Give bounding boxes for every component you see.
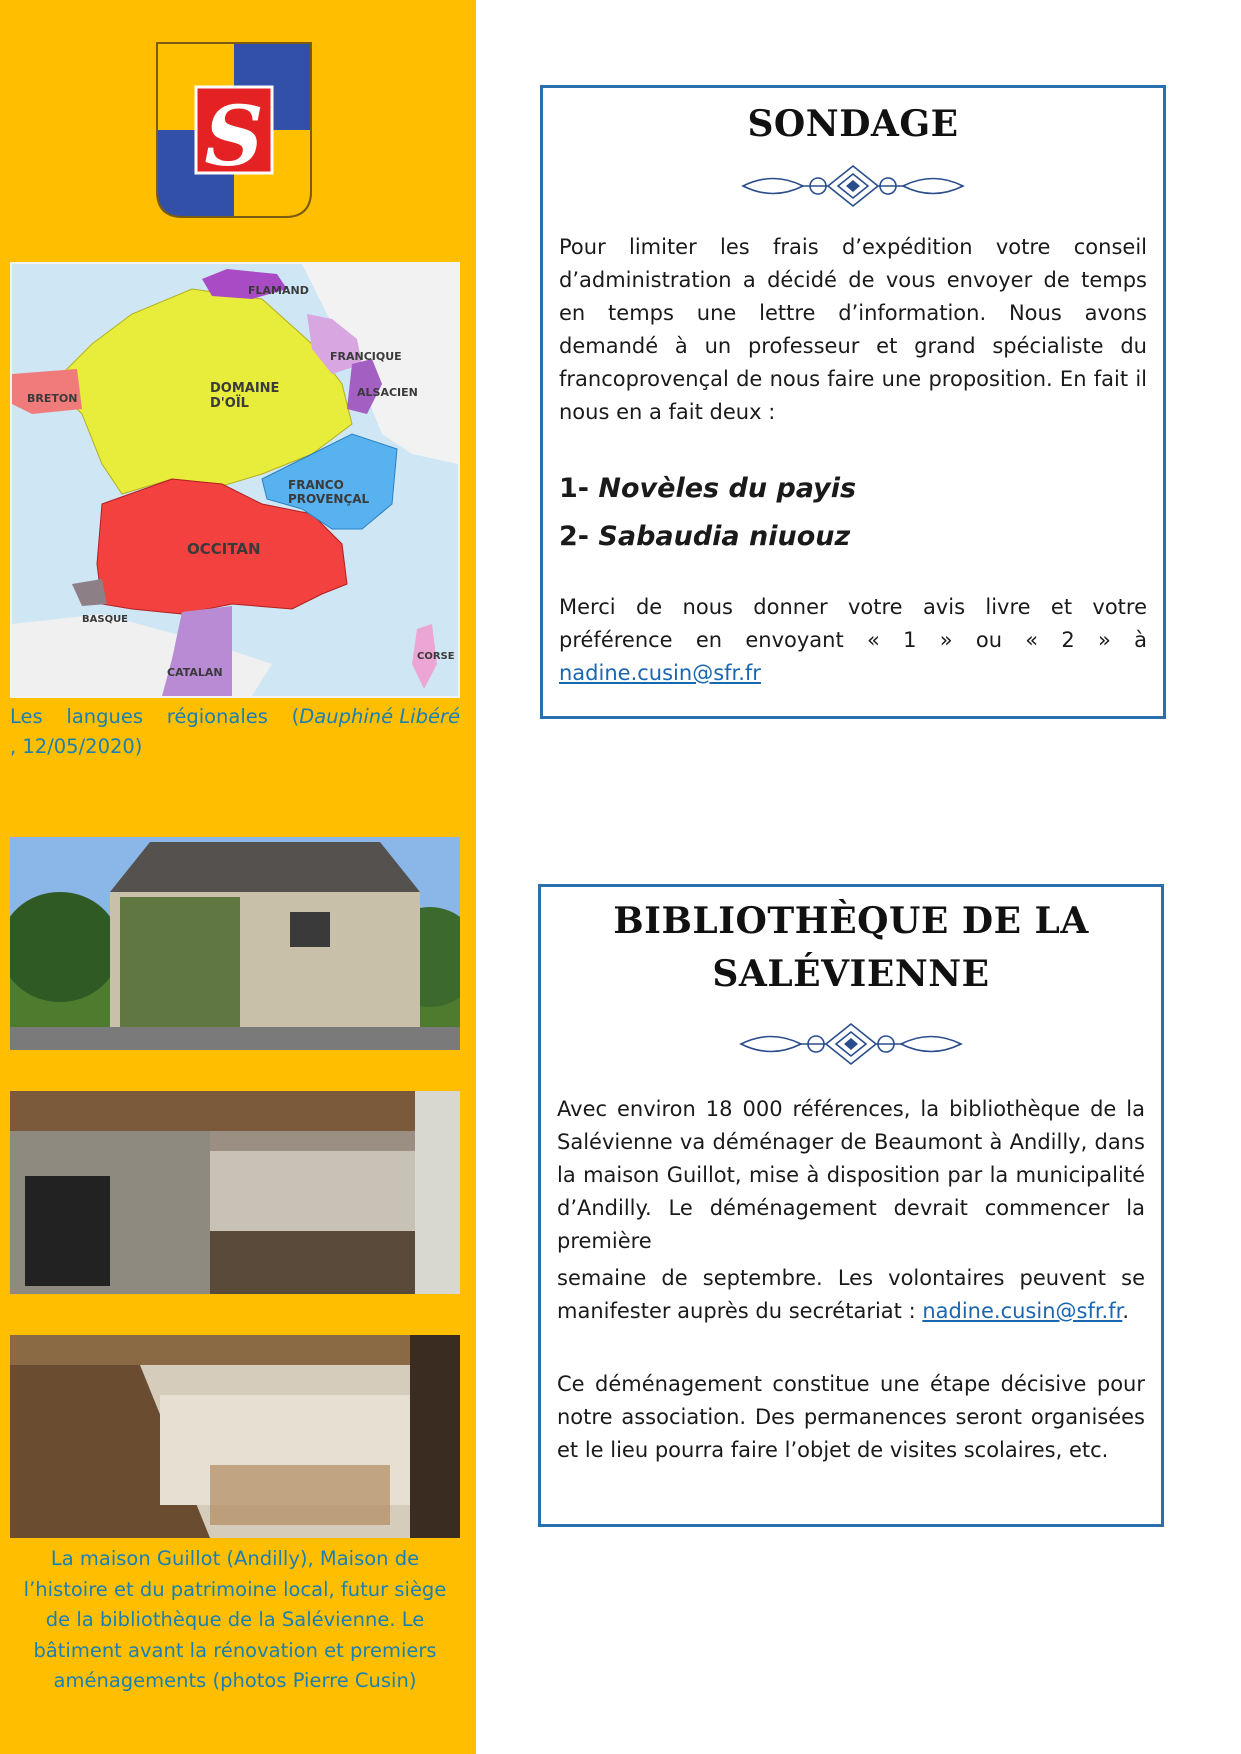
bibliotheque-title-line1: BIBLIOTHÈQUE DE LA — [613, 900, 1089, 942]
label-occitan: OCCITAN — [187, 540, 261, 558]
label-corse: CORSE — [417, 651, 455, 662]
bibliotheque-email-link[interactable]: nadine.cusin@sfr.fr — [922, 1299, 1123, 1323]
label-oil: DOMAINE — [210, 381, 280, 396]
label-alsacien: ALSACIEN — [357, 386, 418, 399]
house-caption: La maison Guillot (Andilly), Maison de l’histoire et du patrimoine local, futur siège de la bibliothèque de la Salévienne. Le bâtiment avant la rénovation et premiers aménagements (photos Pierre Cusin) — [23, 1547, 447, 1692]
label-breton: BRETON — [27, 392, 78, 405]
label-francique: FRANCIQUE — [330, 350, 402, 363]
sondage-choice-2: 2- Sabaudia niuouz — [559, 521, 851, 552]
france-map-illustration — [12, 264, 458, 696]
bibliotheque-title-line2: SALÉVIENNE — [712, 953, 990, 995]
regional-languages-map — [10, 262, 460, 698]
label-basque: BASQUE — [82, 614, 129, 625]
map-caption-source: Dauphiné Libéré — [299, 705, 460, 728]
photo-house-interior-ground — [10, 1091, 460, 1294]
label-oil-2: D'OÏL — [210, 396, 249, 411]
sondage-thanks: Merci de nous donner votre avis livre et votre préférence en envoyant « 1 » ou « 2 » à nadine.cusin@sfr.fr — [559, 595, 1147, 685]
map-caption: Les langues régionales (Dauphiné Libéré , 12/05/2020) — [10, 702, 460, 762]
label-catalan: CATALAN — [167, 666, 223, 679]
ornament-icon — [731, 1009, 971, 1079]
sondage-box — [540, 85, 1166, 719]
label-franco: FRANCO — [288, 478, 344, 492]
photo-house-interior-stairs — [10, 1335, 460, 1538]
label-provencal: PROVENÇAL — [288, 492, 370, 506]
label-flamand: FLAMAND — [248, 284, 309, 297]
sondage-email-link[interactable]: nadine.cusin@sfr.fr — [559, 661, 761, 685]
sondage-intro: Pour limiter les frais d’expédition votre conseil d’administration a décidé de vous envoyer de temps en temps une lettre d’information. Nous avons demandé à un professeur et grand spécialiste du francoprovençal de nous faire une proposition. En fait il nous en a fait deux : — [559, 235, 1147, 424]
map-caption-date: , 12/05/2020) — [10, 735, 143, 758]
photo-house-exterior — [10, 837, 460, 1050]
bibliotheque-p3: Ce déménagement constitue une étape décisive pour notre association. Des permanences seront organisées et le lieu pourra faire l’objet de visites scolaires, etc. — [557, 1372, 1145, 1462]
bibliotheque-p1: Avec environ 18 000 références, la bibliothèque de la Salévienne va déménager de Beaumont à Andilly, dans la maison Guillot, mise à disposition par la municipalité d’Andilly. Le déménagement devrait commencer la première — [557, 1097, 1145, 1253]
ornament-icon — [733, 151, 973, 221]
sondage-choice-1: 1- Novèles du payis — [559, 473, 857, 504]
sondage-title: SONDAGE — [747, 103, 959, 145]
svg-text:S: S — [204, 89, 264, 185]
bibliotheque-box — [538, 884, 1164, 1527]
bibliotheque-p2: semaine de septembre. Les volontaires peuvent se manifester auprès du secrétariat : nadine.cusin@sfr.fr. — [557, 1266, 1145, 1323]
sidebar — [0, 0, 476, 1754]
salevienne-logo — [155, 41, 313, 219]
